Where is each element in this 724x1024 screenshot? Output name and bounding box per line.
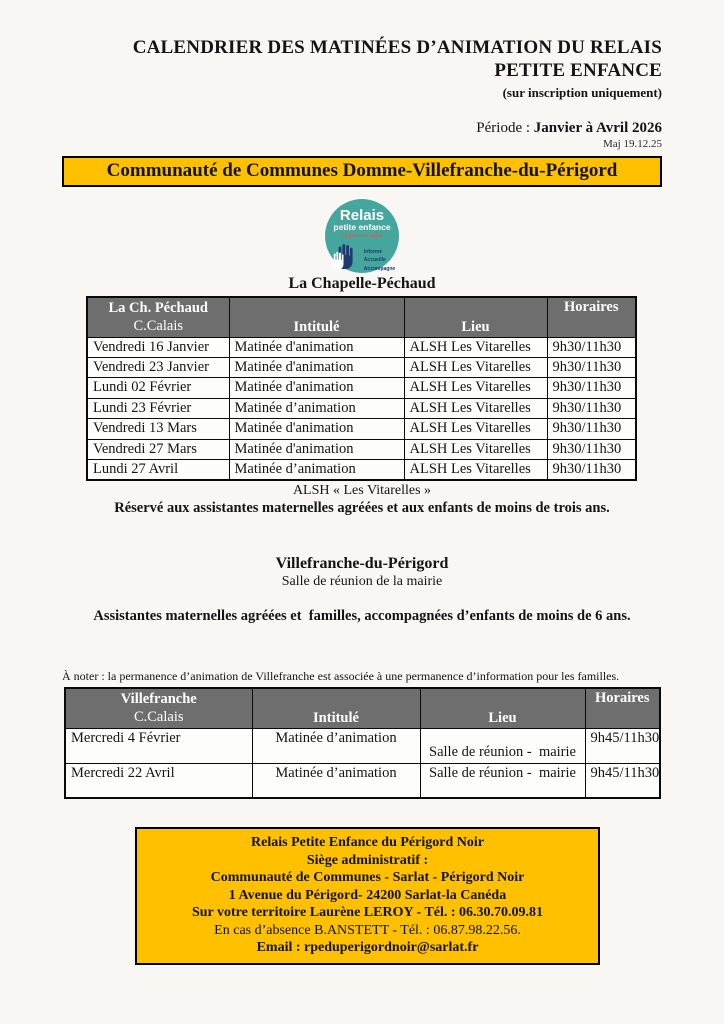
cell-intitule: Matinée d’animation <box>252 728 420 763</box>
header-intitule: Intitulé <box>252 688 420 728</box>
cell-intitule: Matinée d’animation <box>229 398 404 418</box>
cell-lieu: Salle de réunion - mairie <box>420 763 585 798</box>
cell-intitule: Matinée d'animation <box>229 378 404 398</box>
header-location: Villefranche C.Calais <box>65 688 252 728</box>
community-banner <box>62 156 662 187</box>
registration-note: (sur inscription uniquement) <box>502 85 662 101</box>
audience-note: Assistantes maternelles agréées et familles, accompagnées d’enfants de moins de 6 ans. <box>93 608 631 625</box>
table-row <box>87 419 636 439</box>
cell-date: Lundi 27 Avril <box>87 459 229 480</box>
cell-lieu: ALSH Les Vitarelles <box>404 357 547 377</box>
period-value: Janvier à Avril 2026 <box>533 120 662 137</box>
cell-date: Mercredi 4 Février <box>65 728 252 763</box>
contact-address: 1 Avenue du Périgord- 24200 Sarlat-la Canéda <box>228 887 507 903</box>
community-banner-text: Communauté de Communes Domme-Villefranche-du-Périgord <box>106 160 618 182</box>
logo-tagline-2: Accueille <box>363 257 386 263</box>
table-row <box>87 378 636 398</box>
table-header-row <box>65 688 660 728</box>
cell-horaires: 9h30/11h30 <box>547 419 636 439</box>
table-row <box>87 357 636 377</box>
page-title-line1: CALENDRIER DES MATINÉES D’ANIMATION DU RELAIS <box>132 37 662 58</box>
reserved-note: Réservé aux assistantes maternelles agréées et aux enfants de moins de trois ans. <box>114 500 610 517</box>
header-lieu: Lieu <box>404 297 547 337</box>
table-row <box>87 439 636 459</box>
cell-horaires: 9h30/11h30 <box>547 357 636 377</box>
cell-date: Mercredi 22 Avril <box>65 763 252 798</box>
cell-date: Vendredi 13 Mars <box>87 419 229 439</box>
villefranche-location: Salle de réunion de la mairie <box>281 574 443 590</box>
table-row <box>65 763 660 798</box>
cell-intitule: Matinée d'animation <box>229 419 404 439</box>
cell-lieu: ALSH Les Vitarelles <box>404 337 547 357</box>
contact-phone-backup: En cas d’absence B.ANSTETT - Tél. : 06.87.98.22.56. <box>214 922 521 938</box>
section-title-chapelle: La Chapelle-Péchaud <box>288 275 436 293</box>
header-lieu: Lieu <box>420 688 585 728</box>
contact-org-name: Relais Petite Enfance du Périgord Noir <box>251 835 484 851</box>
cell-date: Vendredi 23 Janvier <box>87 357 229 377</box>
page-title-line2: PETITE ENFANCE <box>494 60 662 82</box>
cell-horaires: 9h30/11h30 <box>547 378 636 398</box>
period-label: Période : <box>476 120 534 137</box>
contact-box <box>135 827 600 965</box>
cell-lieu: ALSH Les Vitarelles <box>404 419 547 439</box>
relais-petite-enfance-logo <box>325 199 399 273</box>
section-title-villefranche: Villefranche-du-Périgord <box>275 555 449 573</box>
contact-phone-primary: Sur votre territoire Laurène LEROY - Tél. : 06.30.70.09.81 <box>191 905 544 921</box>
cell-lieu: ALSH Les Vitarelles <box>404 398 547 418</box>
cell-date: Vendredi 16 Janvier <box>87 337 229 357</box>
header-horaires: Horaires <box>585 688 660 728</box>
header-location: La Ch. Péchaud C.Calais <box>87 297 229 337</box>
cell-horaires: 9h45/11h30 <box>585 728 660 763</box>
permanence-note: À noter : la permanence d’animation de Villefranche est associée à une permanence d’information pour les familles. <box>62 669 620 684</box>
cell-horaires: 9h30/11h30 <box>547 459 636 480</box>
cell-intitule: Matinée d'animation <box>229 439 404 459</box>
hands-icon <box>329 240 361 270</box>
cell-lieu: ALSH Les Vitarelles <box>404 439 547 459</box>
contact-hq-label: Siège administratif : <box>306 852 429 868</box>
last-updated: Maj 19.12.25 <box>603 138 662 151</box>
table-row <box>65 728 660 763</box>
cell-date: Lundi 02 Février <box>87 378 229 398</box>
logo-tagline-1: Informe <box>363 248 383 255</box>
cell-date: Lundi 23 Février <box>87 398 229 418</box>
contact-email: Email : rpeduperigordnoir@sarlat.fr <box>256 940 479 956</box>
chapelle-schedule-table <box>86 296 637 481</box>
period-line <box>62 120 662 137</box>
cell-intitule: Matinée d’animation <box>252 763 420 798</box>
logo-bottom-row <box>325 240 399 274</box>
logo-container <box>62 199 662 273</box>
cell-lieu: ALSH Les Vitarelles <box>404 378 547 398</box>
logo-tagline-3: Accompagne <box>363 265 396 272</box>
logo-subtitle: petite enfance <box>333 222 391 233</box>
document-header <box>62 36 662 150</box>
header-intitule: Intitulé <box>229 297 404 337</box>
cell-lieu: ALSH Les Vitarelles <box>404 459 547 480</box>
table-header-row <box>87 297 636 337</box>
contact-community: Communauté de Communes - Sarlat - Périgord Noir <box>210 870 525 886</box>
spacer <box>62 517 662 553</box>
logo-territory: PÉRIGORD NOIR <box>341 233 383 239</box>
header-horaires: Horaires <box>547 297 636 337</box>
cell-date: Vendredi 27 Mars <box>87 439 229 459</box>
cell-horaires: 9h45/11h30 <box>585 763 660 798</box>
villefranche-schedule-table <box>64 687 661 799</box>
cell-horaires: 9h30/11h30 <box>547 439 636 459</box>
cell-intitule: Matinée d'animation <box>229 357 404 377</box>
cell-horaires: 9h30/11h30 <box>547 337 636 357</box>
table-row <box>87 337 636 357</box>
alsh-note: ALSH « Les Vitarelles » <box>292 483 432 499</box>
logo-title: Relais <box>339 207 385 225</box>
cell-horaires: 9h30/11h30 <box>547 398 636 418</box>
cell-intitule: Matinée d’animation <box>229 459 404 480</box>
cell-lieu: Salle de réunion - mairie <box>420 728 585 763</box>
cell-intitule: Matinée d'animation <box>229 337 404 357</box>
logo-tagline <box>364 240 395 274</box>
table-row <box>87 459 636 480</box>
table-row <box>87 398 636 418</box>
